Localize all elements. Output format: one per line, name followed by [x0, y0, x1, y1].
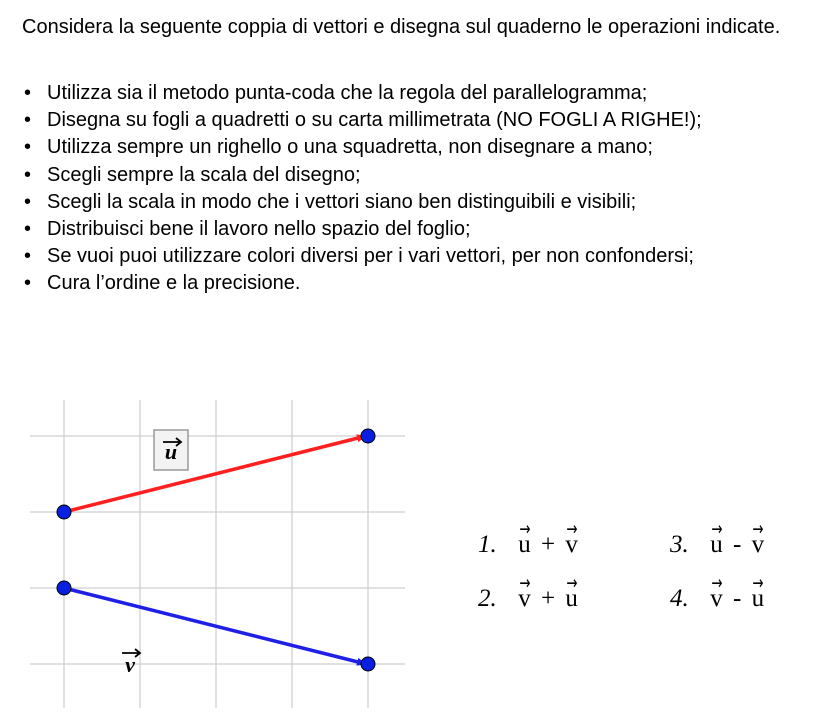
vector-diagram: [0, 380, 420, 710]
point-v-start: [57, 581, 71, 595]
list-item: • Utilizza sempre un righello o una squadretta, non disegnare a mano;: [22, 134, 812, 161]
operation-4: [670, 585, 764, 613]
list-item: • Disegna su fogli a quadretti o su carta millimetrata (NO FOGLI A RIGHE!);: [22, 107, 812, 134]
label-v: v: [125, 652, 135, 677]
intro-text: Considera la seguente coppia di vettori e disegna sul quaderno le operazioni indicate.: [22, 16, 781, 38]
operator: -: [733, 585, 742, 612]
point-v-end: [361, 657, 375, 671]
operand-right: → v: [752, 531, 765, 559]
operand-right: → u: [752, 585, 765, 613]
operand-right: → u: [565, 585, 578, 613]
instruction-list: [22, 80, 812, 298]
operation-number: 3.: [670, 531, 689, 558]
list-item: • Utilizza sia il metodo punta-coda che la regola del parallelogramma;: [22, 80, 812, 107]
operation-1: [478, 531, 578, 559]
label-u: u: [164, 439, 178, 464]
operation-3: [670, 531, 764, 559]
point-u-start: [57, 505, 71, 519]
operator: -: [733, 531, 742, 558]
operand-right: → v: [565, 531, 578, 559]
grid: [30, 400, 405, 708]
point-u-end: [361, 429, 375, 443]
operator: +: [541, 585, 556, 612]
operand-left: → v: [710, 585, 723, 613]
operation-number: 1.: [478, 531, 497, 558]
operand-left: → u: [518, 531, 531, 559]
operand-left: → v: [518, 585, 531, 613]
vector-v-arrow: [64, 588, 366, 664]
operation-number: 4.: [670, 585, 689, 612]
operator: +: [541, 531, 556, 558]
operand-left: → u: [710, 531, 723, 559]
list-item: • Scegli la scala in modo che i vettori siano ben distinguibili e visibili;: [22, 189, 812, 216]
list-item: • Cura l’ordine e la precisione.: [22, 270, 812, 297]
vector-u-arrow: [64, 436, 366, 512]
operation-2: [478, 585, 578, 613]
operation-number: 2.: [478, 585, 497, 612]
list-item: • Se vuoi puoi utilizzare colori diversi per i vari vettori, per non confondersi;: [22, 243, 812, 270]
list-item: • Distribuisci bene il lavoro nello spazio del foglio;: [22, 216, 812, 243]
list-item: • Scegli sempre la scala del disegno;: [22, 162, 812, 189]
